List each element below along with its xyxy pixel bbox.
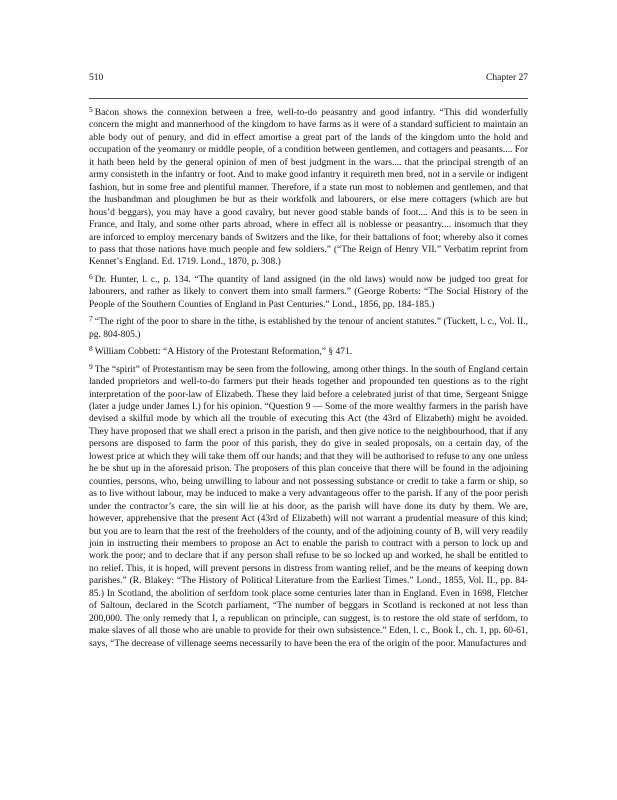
footnote-8	[89, 343, 528, 358]
footnote-7	[89, 313, 528, 341]
header-rule	[89, 98, 528, 99]
footnote-text: Bacon shows the connexion between a free, well-to-do peasantry and good infantry. “This did wonderfully concern the might and mannerhood of the kingdom to have farms as it were of a standard sufficient to maintain an able body out of penury, and did in effect amortise a great part of the lands of the kingdom unto the hold and occupation of the yeomanry or middle people, of a condition between gentlemen, and cottagers and peasants.... For it hath been held by the general opinion of men of best judgment in the wars.... that the principal strength of an army consisteth in the infantry or foot. And to make good infantry it requireth men bred, not in a servile or indigent fashion, but in some free and plentiful manner. Therefore, if a state run most to noblemen and gentlemen, and that the husbandman and ploughmen be but as their workfolk and labourers, or else mere cottagers (which are but hous’d beggars), you may have a good cavalry, but never good stable bands of foot.... And this is to be seen in France, and Italy, and some other parts abroad, where in effect all is noblesse or peasantry.... insomuch that they are inforced to employ mercenary bands of Switzers and the like, for their battalions of foot; whereby also it comes to pass that those nations have much people and few soldiers.” (“The Reign of Henry VII.” Verbatim reprint from Kennet’s England. Ed. 1719. Lond., 1870, p. 308.)	[89, 108, 528, 268]
footnote-text: William Cobbett: “A History of the Protestant Reformation,” § 471.	[94, 347, 353, 358]
chapter-title: Chapter 27	[486, 73, 528, 83]
footnote-text: “The right of the poor to share in the tithe, is established by the tenour of ancient statutes.” (Tuckett, l. c., Vol. II., pg. 804-805.)	[89, 317, 528, 340]
footnote-number: 6	[89, 271, 93, 281]
footnote-number: 7	[89, 314, 93, 324]
footnote-text: Dr. Hunter, l. c., p. 134. “The quantity of land assigned (in the old laws) would now be judged too great for labourers, and rather as likely to convert them into small farmers.” (George Roberts: “The Social History of the People of the Southern Counties of England in Past Centuries.” Lond., 1856, pp. 184-185.)	[89, 274, 528, 310]
footnote-number: 9	[89, 361, 93, 371]
page-number: 510	[89, 73, 104, 83]
running-header	[89, 73, 528, 85]
footnote-9	[89, 361, 528, 650]
footnote-text: The “spirit” of Protestantism may be seen from the following, among other things. In the south of England certain landed proprietors and well-to-do farmers put their heads together and propounded ten questions as to the right interpretation of the poor-law of Elizabeth. These they laid before a celebrated jurist of that time, Sergeant Snigge (later a judge under James I.) for his opinion. “Question 9 — Some of the more wealthy farmers in the parish have devised a skilful mode by which all the trouble of executing this Act (the 43rd of Elizabeth) might be avoided. They have proposed that we shall erect a prison in the parish, and then give notice to the neighbourhood, that if any persons are disposed to farm the poor of this parish, they do give in sealed proposals, on a certain day, of the lowest price at which they will take them off our hands; and that they will be authorised to refuse to any one unless he be shut up in the aforesaid prison. The proposers of this plan conceive that there will be found in the adjoining counties, persons, who, being unwilling to labour and not possessing substance or credit to take a farm or ship, so as to live without labour, may be induced to make a very advantageous offer to the parish. If any of the poor perish under the contractor’s care, the sin will lie at his door, as the parish will have done its duty by them. We are, however, apprehensive that the present Act (43rd of Elizabeth) will not warrant a prudential measure of this kind; but you are to learn that the rest of the freeholders of the county, and of the adjoining county of B, will very readily join in instructing their members to propose an Act to enable the parish to contract with a person to lock up and work the poor; and to declare that if any person shall refuse to be so locked up and worked, he shall be entitled to no relief. This, it is hoped, will prevent persons in distress from wanting relief, and be the means of keeping down parishes.” (R. Blakey: “The History of Political Literature from the Earliest Times.” Lond., 1855, Vol. II., pp. 84-85.) In Scotland, the abolition of serfdom took place some centuries later than in England. Even in 1698, Fletcher of Saltoun, declared in the Scotch parliament, “The number of beggars in Scotland is reckoned at not less than 200,000. The only remedy that I, a republican on principle, can suggest, is to restore the old state of serfdom, to make slaves of all those who are unable to provide for their own subsistence.” Eden, l. c., Book I., ch. 1, pp. 60-61, says, “The decrease of villenage seems necessarily to have been the era of the origin of the poor. Manufactures and	[89, 364, 528, 649]
footnote-number: 5	[89, 105, 93, 114]
footnote-6	[89, 271, 528, 311]
footnote-5	[89, 104, 528, 269]
footnote-number: 8	[89, 344, 93, 354]
footnotes	[89, 104, 528, 652]
